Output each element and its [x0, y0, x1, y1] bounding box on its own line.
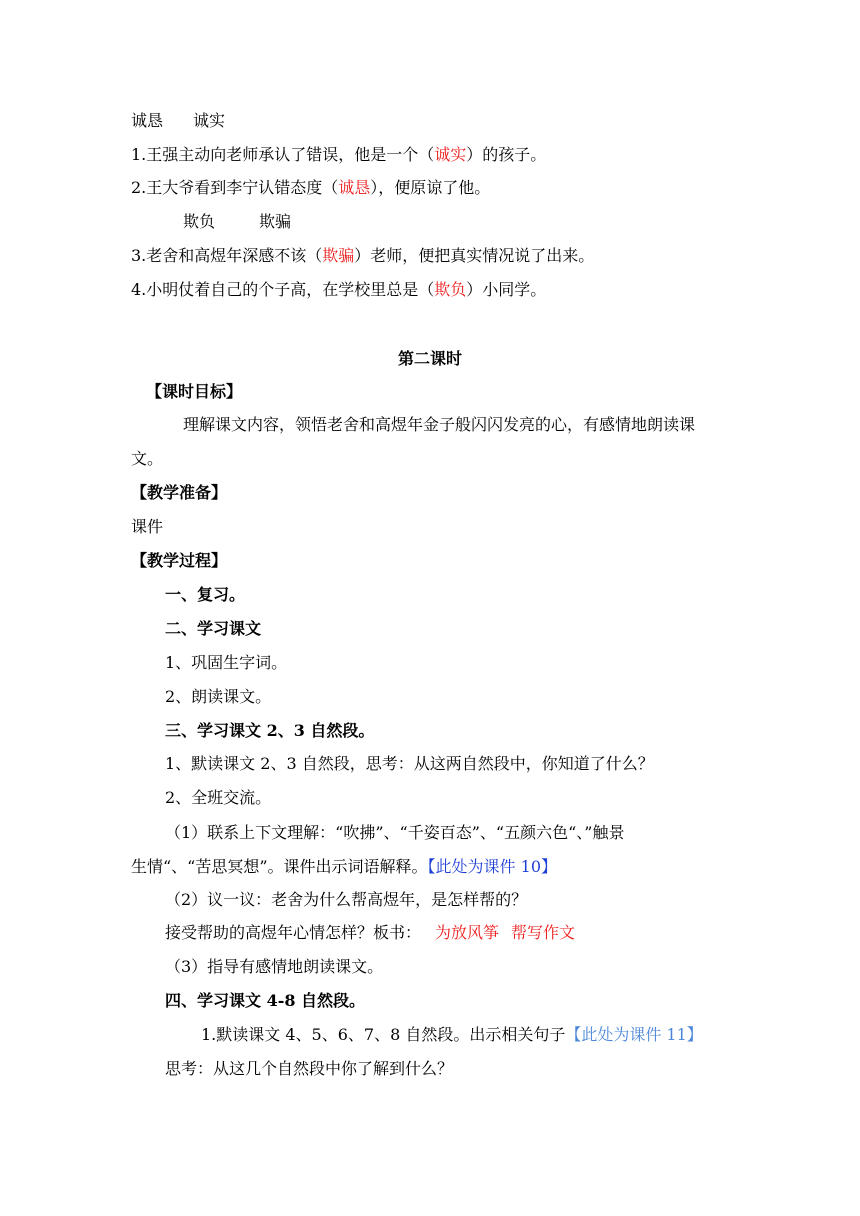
section-3-point-3: （3）指导有感情地朗读课文。: [165, 957, 384, 976]
sentence-text: 3.老舍和高煜年深感不该（: [131, 246, 323, 265]
process-heading: 【教学过程】: [131, 551, 228, 570]
sentence-text: ）的孩子。: [466, 145, 547, 164]
vocab-pair-1: [131, 110, 225, 132]
answer-text: 欺负: [434, 280, 467, 299]
section-4-think: 思考：从这几个自然段中你了解到什么？: [165, 1059, 454, 1078]
point-text: 生情“、“苦思冥想”。课件出示词语解释。: [131, 857, 428, 876]
vocab-word: 欺负: [183, 212, 216, 231]
vocab-pair-2: [183, 211, 291, 233]
vocab-word: 欺骗: [259, 212, 292, 231]
section-3-point-1-line-1: （1）联系上下文理解：“吹拂”、“千姿百态”、“五颜六色“、”触景: [165, 823, 625, 842]
sentence-text: 4.小明仗着自己的个子高，在学校里总是（: [131, 280, 435, 299]
section-2-item-1: 1、巩固生字词。: [165, 653, 288, 672]
section-2-item-2: 2、朗读课文。: [165, 687, 272, 706]
sentence-text: ）小同学。: [466, 280, 547, 299]
exercise-sentence-4: [131, 279, 546, 301]
exercise-sentence-1: [131, 144, 546, 166]
section-3-item-2: 2、全班交流。: [165, 788, 272, 807]
courseware-ref-11[interactable]: 【此处为课件 11】: [565, 1025, 703, 1044]
sentence-text: ）老师，便把真实情况说了出来。: [354, 246, 595, 265]
prep-text: 课件: [131, 517, 164, 536]
goal-text-line-1: 理解课文内容，领悟老舍和高煜年金子般闪闪发亮的心，有感情地朗读课: [183, 415, 696, 434]
followup-text: 接受帮助的高煜年心情怎样？板书：: [165, 923, 422, 942]
section-heading-3: 三、学习课文 2、3 自然段。: [165, 721, 375, 740]
exercise-sentence-2: [131, 177, 490, 199]
vocab-word: 诚恳: [131, 111, 164, 130]
section-3-point-2-followup: [165, 922, 575, 944]
goal-heading: 【课时目标】: [146, 382, 243, 401]
item-text: 1.默读课文 4、5、6、7、8 自然段。出示相关句子: [201, 1025, 566, 1044]
section-3-point-1-line-2: [131, 856, 557, 878]
section-heading-2: 二、学习课文: [165, 619, 262, 638]
vocab-word: 诚实: [193, 111, 226, 130]
sentence-text: 1.王强主动向老师承认了错误，他是一个（: [131, 145, 435, 164]
answer-text: 诚实: [434, 145, 467, 164]
section-4-item-1: [201, 1024, 703, 1046]
board-text-b: 帮写作文: [511, 923, 576, 942]
section-3-item-1: 1、默读课文 2、3 自然段，思考：从这两自然段中，你知道了什么？: [165, 754, 654, 773]
exercise-sentence-3: [131, 245, 594, 267]
goal-text-line-2: 文。: [131, 449, 164, 468]
section-heading-1: 一、复习。: [165, 585, 246, 604]
section-heading-4: 四、学习课文 4-8 自然段。: [165, 991, 366, 1010]
lesson-title: 第二课时: [397, 349, 462, 368]
answer-text: 欺骗: [322, 246, 355, 265]
section-3-point-2: （2）议一议：老舍为什么帮高煜年，是怎样帮的？: [165, 890, 528, 909]
courseware-ref-10[interactable]: 【此处为课件 10】: [427, 857, 557, 876]
answer-text: 诚恳: [338, 178, 371, 197]
sentence-text: 2.王大爷看到李宁认错态度（: [131, 178, 339, 197]
sentence-text: ），便原谅了他。: [370, 178, 491, 197]
board-text-a: 为放风筝: [435, 923, 500, 942]
prep-heading: 【教学准备】: [131, 483, 228, 502]
